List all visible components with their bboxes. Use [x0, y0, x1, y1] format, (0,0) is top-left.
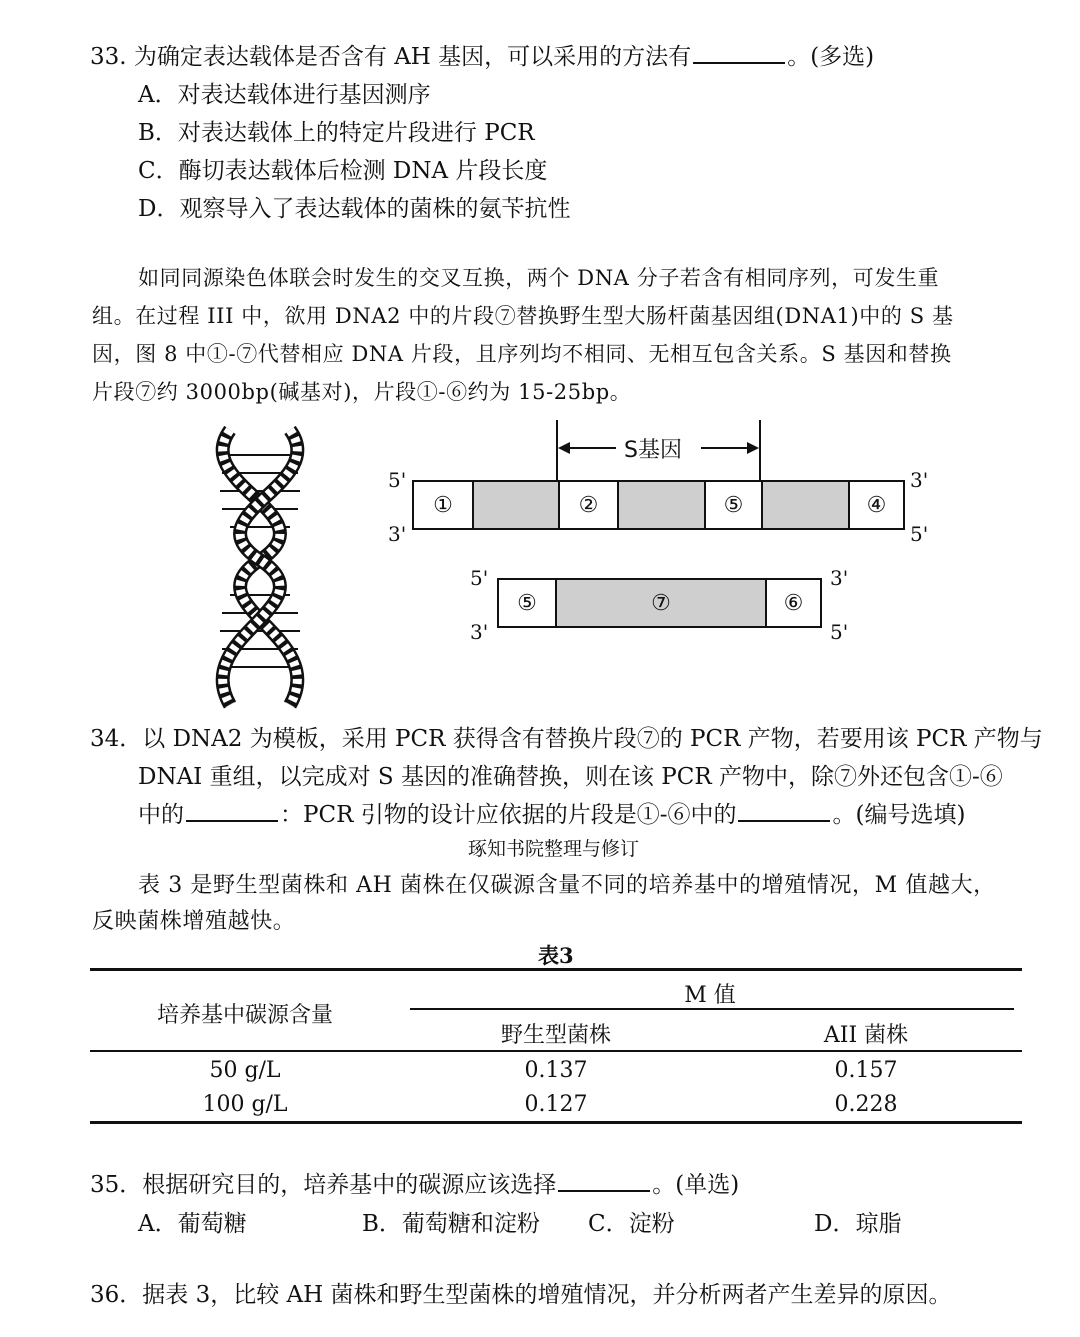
q35-option-a: A．葡萄糖 — [138, 1211, 247, 1237]
table-col-ah-strain: AII 菌株 — [823, 1023, 909, 1048]
q33-answer-blank[interactable] — [693, 42, 785, 64]
table-intro-line-1: 表 3 是野生型菌株和 AH 菌株在仅碳源含量不同的培养基中的增殖情况，M 值越大， — [138, 873, 996, 898]
dna1-strand — [412, 480, 905, 530]
dna-helix-illustration — [200, 425, 320, 710]
dna1-segment-2: ② — [560, 482, 619, 528]
q33-option-b: B．对表达载体上的特定片段进行 PCR — [138, 120, 535, 146]
passage-line-2: 组。在过程 III 中，欲用 DNA2 中的片段⑦替换野生型大肠杆菌基因组(DNA1)中的 S 基 — [92, 304, 954, 328]
dna1-left-top-end: 5' — [388, 468, 407, 492]
table-intro-line-2: 反映菌株增殖越快。 — [92, 909, 296, 934]
q34-line-2: DNAI 重组，以完成对 S 基因的准确替换，则在该 PCR 产物中，除⑦外还包含①-⑥ — [138, 764, 1003, 790]
dna1-left-bottom-end: 3' — [388, 522, 407, 546]
table-bottom-rule — [90, 1121, 1022, 1124]
watermark-text: 琢知书院整理与修订 — [468, 838, 640, 860]
passage-line-4: 片段⑦约 3000bp(碱基对)，片段①-⑥约为 15-25bp。 — [92, 380, 632, 404]
q34-line-3 — [138, 796, 965, 829]
q35-text: 35．根据研究目的，培养基中的碳源应该选择 — [90, 1172, 557, 1198]
q33-number: 33. — [90, 44, 127, 70]
table-row-2-wild-type: 0.127 — [524, 1092, 588, 1117]
dna2-right-top-end: 3' — [830, 566, 849, 590]
q36-text: 36．据表 3，比较 AH 菌株和野生型菌株的增殖情况，并分析两者产生差异的原因。 — [90, 1282, 952, 1308]
s-gene-label: S基因 — [624, 438, 682, 463]
dna1-right-top-end: 3' — [910, 468, 929, 492]
q35-option-d: D．琼脂 — [814, 1211, 902, 1237]
q33-tail: 。(多选) — [787, 44, 875, 70]
passage-line-3: 因，图 8 中①-⑦代替相应 DNA 片段，且序列均不相同、无相互包含关系。S 基因和替换 — [92, 342, 952, 366]
dna2-left-top-end: 5' — [470, 566, 489, 590]
s-gene-right-tick — [759, 420, 761, 480]
q33-text: 为确定表达载体是否含有 AH 基因，可以采用的方法有 — [133, 44, 692, 70]
table-row-1-ah: 0.157 — [834, 1058, 898, 1083]
dna2-left-bottom-end: 3' — [470, 620, 489, 644]
q35-stem — [90, 1166, 739, 1199]
table-row-1-carbon: 50 g/L — [209, 1058, 281, 1083]
table-caption: 表3 — [538, 943, 574, 968]
q35-option-b: B．葡萄糖和淀粉 — [362, 1211, 540, 1237]
q33-option-a: A．对表达载体进行基因测序 — [138, 82, 431, 108]
dna2-right-bottom-end: 5' — [830, 620, 849, 644]
dna1-segment-gray-3 — [763, 482, 850, 528]
table-row-2-carbon: 100 g/L — [202, 1092, 288, 1117]
table-col-wild-type: 野生型菌株 — [500, 1023, 611, 1048]
q35-tail: 。(单选) — [652, 1172, 740, 1198]
passage-line-1: 如同同源染色体联会时发生的交叉互换，两个 DNA 分子若含有相同序列，可发生重 — [138, 266, 940, 290]
dna1-right-bottom-end: 5' — [910, 522, 929, 546]
dna1-segment-gray-1 — [474, 482, 560, 528]
table-row-header: 培养基中碳源含量 — [156, 1003, 333, 1028]
table-row-1-wild-type: 0.137 — [524, 1058, 588, 1083]
q34-line-1: 34．以 DNA2 为模板，采用 PCR 获得含有替换片段⑦的 PCR 产物，若要用该 PCR 产物与 — [90, 726, 1043, 752]
q35-answer-blank[interactable] — [558, 1170, 650, 1192]
q33-stem — [90, 38, 874, 71]
dna2-segment-7: ⑦ — [557, 580, 767, 626]
table-top-rule — [90, 968, 1022, 971]
q33-option-d: D．观察导入了表达载体的菌株的氨苄抗性 — [138, 196, 571, 222]
dna1-segment-gray-2 — [619, 482, 706, 528]
dna2-segment-6: ⑥ — [783, 590, 804, 616]
table-header-rule — [90, 1050, 1022, 1052]
dna1-segment-1: ① — [414, 482, 474, 528]
table-group-rule — [410, 1008, 1014, 1010]
dna2-strand — [497, 578, 822, 628]
q34-line-3-c: 。(编号选填) — [832, 802, 966, 828]
q34-line-3-b: ：PCR 引物的设计应依据的片段是①-⑥中的 — [280, 802, 737, 828]
dna1-segment-5: ⑤ — [706, 482, 763, 528]
q34-answer-blank-2[interactable] — [738, 800, 830, 822]
table-row-2-ah: 0.228 — [834, 1092, 898, 1117]
table-group-header: M 值 — [684, 983, 736, 1008]
q33-option-c: C．酶切表达载体后检测 DNA 片段长度 — [138, 158, 548, 184]
q34-line-3-a: 中的 — [138, 802, 184, 828]
q35-option-c: C．淀粉 — [588, 1211, 675, 1237]
dna2-segment-5: ⑤ — [499, 580, 557, 626]
q34-answer-blank-1[interactable] — [186, 800, 278, 822]
dna1-segment-4: ④ — [866, 492, 887, 518]
